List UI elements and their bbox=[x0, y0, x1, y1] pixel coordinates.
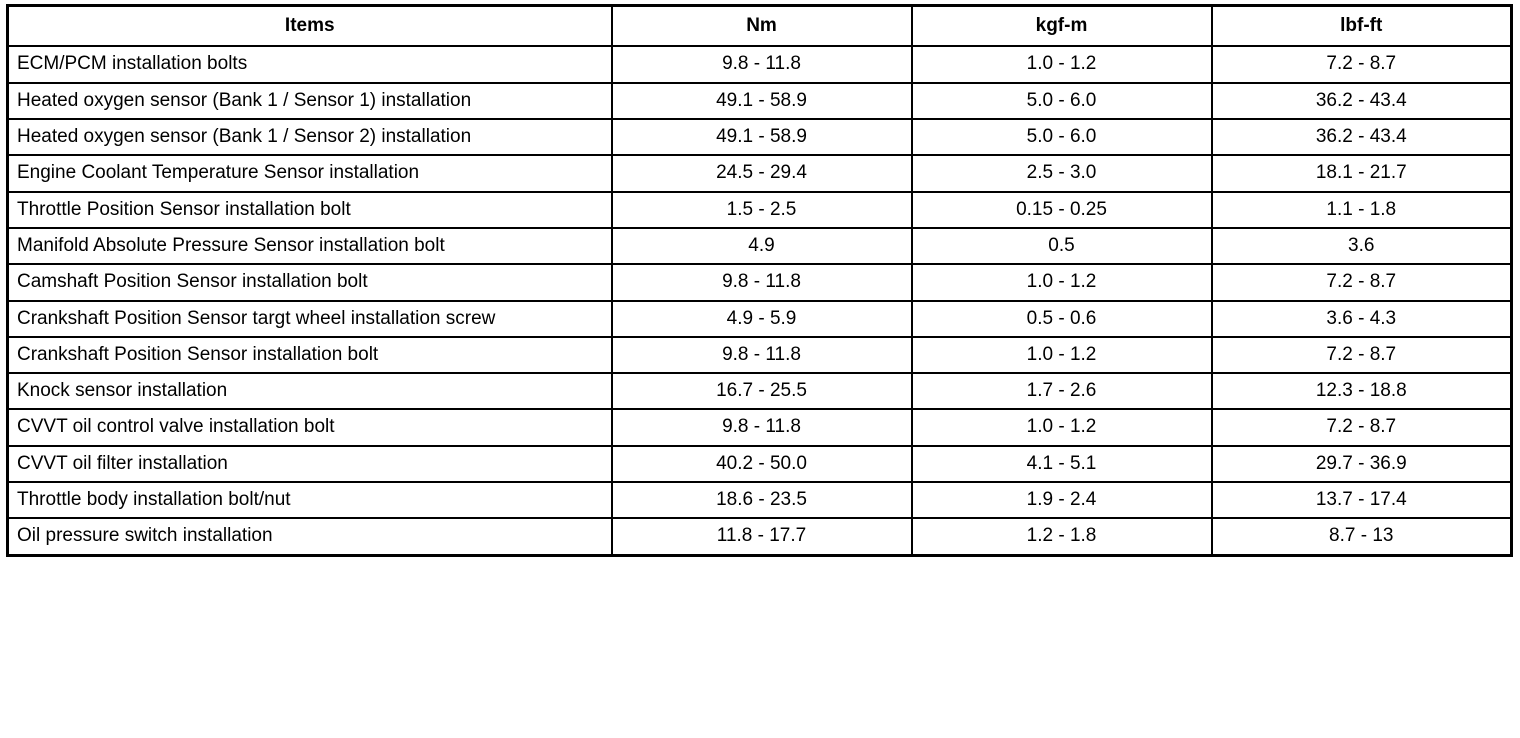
cell-kgf: 0.5 bbox=[912, 228, 1212, 264]
cell-kgf: 1.7 - 2.6 bbox=[912, 373, 1212, 409]
cell-kgf: 1.0 - 1.2 bbox=[912, 409, 1212, 445]
cell-lbf: 3.6 - 4.3 bbox=[1212, 301, 1512, 337]
cell-lbf: 18.1 - 21.7 bbox=[1212, 155, 1512, 191]
cell-kgf: 0.15 - 0.25 bbox=[912, 192, 1212, 228]
cell-nm: 9.8 - 11.8 bbox=[612, 46, 912, 82]
cell-kgf: 5.0 - 6.0 bbox=[912, 119, 1212, 155]
table-row bbox=[8, 337, 1512, 373]
cell-nm: 4.9 - 5.9 bbox=[612, 301, 912, 337]
cell-nm: 18.6 - 23.5 bbox=[612, 482, 912, 518]
cell-nm: 1.5 - 2.5 bbox=[612, 192, 912, 228]
cell-nm: 24.5 - 29.4 bbox=[612, 155, 912, 191]
cell-lbf: 7.2 - 8.7 bbox=[1212, 337, 1512, 373]
cell-lbf: 29.7 - 36.9 bbox=[1212, 446, 1512, 482]
table-row bbox=[8, 83, 1512, 119]
cell-lbf: 7.2 - 8.7 bbox=[1212, 409, 1512, 445]
table-row bbox=[8, 155, 1512, 191]
cell-kgf: 1.0 - 1.2 bbox=[912, 264, 1212, 300]
table-body bbox=[8, 46, 1512, 555]
cell-nm: 49.1 - 58.9 bbox=[612, 119, 912, 155]
cell-item: Knock sensor installation bbox=[8, 373, 612, 409]
table-row bbox=[8, 409, 1512, 445]
table-header-row bbox=[8, 6, 1512, 47]
cell-item: Throttle body installation bolt/nut bbox=[8, 482, 612, 518]
cell-item: Heated oxygen sensor (Bank 1 / Sensor 2) installation bbox=[8, 119, 612, 155]
table-row bbox=[8, 482, 1512, 518]
cell-lbf: 7.2 - 8.7 bbox=[1212, 46, 1512, 82]
cell-lbf: 13.7 - 17.4 bbox=[1212, 482, 1512, 518]
table-row bbox=[8, 228, 1512, 264]
cell-nm: 49.1 - 58.9 bbox=[612, 83, 912, 119]
table-row bbox=[8, 264, 1512, 300]
cell-lbf: 3.6 bbox=[1212, 228, 1512, 264]
cell-lbf: 36.2 - 43.4 bbox=[1212, 83, 1512, 119]
table-row bbox=[8, 119, 1512, 155]
cell-kgf: 2.5 - 3.0 bbox=[912, 155, 1212, 191]
cell-nm: 9.8 - 11.8 bbox=[612, 409, 912, 445]
table-header bbox=[8, 6, 1512, 47]
cell-kgf: 1.9 - 2.4 bbox=[912, 482, 1212, 518]
cell-item: ECM/PCM installation bolts bbox=[8, 46, 612, 82]
cell-kgf: 1.0 - 1.2 bbox=[912, 46, 1212, 82]
column-header-items: Items bbox=[8, 6, 612, 47]
cell-item: Throttle Position Sensor installation bolt bbox=[8, 192, 612, 228]
table-row bbox=[8, 192, 1512, 228]
column-header-lbf-ft: lbf-ft bbox=[1212, 6, 1512, 47]
cell-kgf: 1.0 - 1.2 bbox=[912, 337, 1212, 373]
cell-nm: 9.8 - 11.8 bbox=[612, 264, 912, 300]
cell-item: Camshaft Position Sensor installation bolt bbox=[8, 264, 612, 300]
cell-item: Crankshaft Position Sensor installation bolt bbox=[8, 337, 612, 373]
cell-lbf: 1.1 - 1.8 bbox=[1212, 192, 1512, 228]
cell-lbf: 12.3 - 18.8 bbox=[1212, 373, 1512, 409]
table-row bbox=[8, 301, 1512, 337]
column-header-kgf-m: kgf-m bbox=[912, 6, 1212, 47]
cell-item: CVVT oil filter installation bbox=[8, 446, 612, 482]
cell-item: Crankshaft Position Sensor targt wheel installation screw bbox=[8, 301, 612, 337]
table-row bbox=[8, 46, 1512, 82]
cell-nm: 11.8 - 17.7 bbox=[612, 518, 912, 555]
cell-item: Manifold Absolute Pressure Sensor installation bolt bbox=[8, 228, 612, 264]
cell-item: Engine Coolant Temperature Sensor installation bbox=[8, 155, 612, 191]
cell-nm: 16.7 - 25.5 bbox=[612, 373, 912, 409]
cell-item: CVVT oil control valve installation bolt bbox=[8, 409, 612, 445]
cell-lbf: 7.2 - 8.7 bbox=[1212, 264, 1512, 300]
cell-kgf: 4.1 - 5.1 bbox=[912, 446, 1212, 482]
table-row bbox=[8, 518, 1512, 555]
cell-kgf: 0.5 - 0.6 bbox=[912, 301, 1212, 337]
cell-kgf: 1.2 - 1.8 bbox=[912, 518, 1212, 555]
cell-kgf: 5.0 - 6.0 bbox=[912, 83, 1212, 119]
cell-nm: 4.9 bbox=[612, 228, 912, 264]
column-header-nm: Nm bbox=[612, 6, 912, 47]
torque-specification-table bbox=[6, 4, 1513, 557]
table-row bbox=[8, 446, 1512, 482]
table-row bbox=[8, 373, 1512, 409]
cell-item: Oil pressure switch installation bbox=[8, 518, 612, 555]
cell-nm: 9.8 - 11.8 bbox=[612, 337, 912, 373]
cell-lbf: 8.7 - 13 bbox=[1212, 518, 1512, 555]
cell-nm: 40.2 - 50.0 bbox=[612, 446, 912, 482]
cell-item: Heated oxygen sensor (Bank 1 / Sensor 1) installation bbox=[8, 83, 612, 119]
cell-lbf: 36.2 - 43.4 bbox=[1212, 119, 1512, 155]
